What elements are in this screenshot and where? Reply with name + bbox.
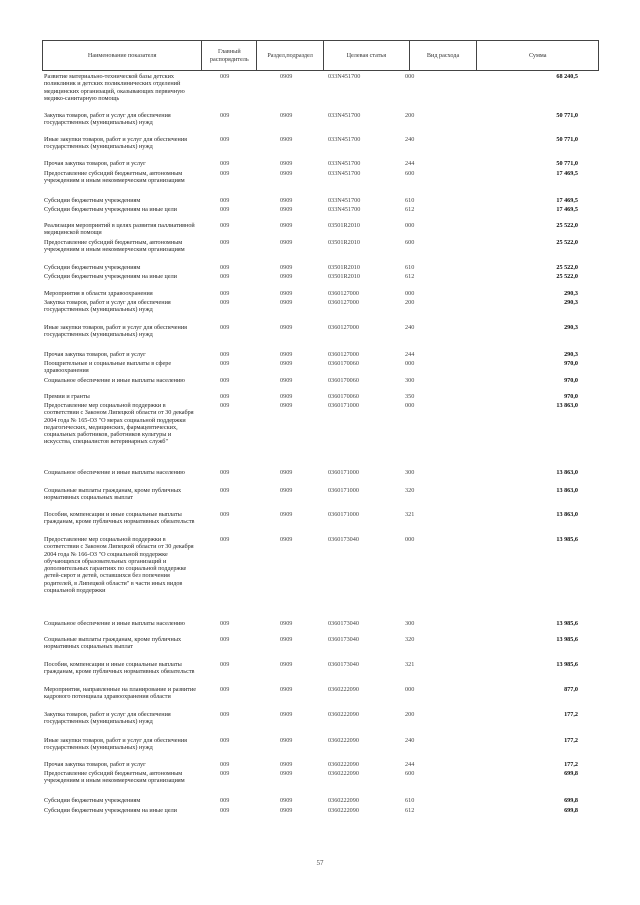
row-name: Предоставление субсидий бюджетным, автономным учреждениям и иным некоммерческим организациям xyxy=(44,170,185,185)
row-sum: 17 469,5 xyxy=(556,197,578,204)
row-grbs: 009 xyxy=(220,487,230,494)
row-target-article: 0360222090 xyxy=(328,686,359,693)
row-section: 0909 xyxy=(280,807,293,814)
row-sum: 13 985,6 xyxy=(556,620,578,627)
row-section: 0909 xyxy=(280,324,293,331)
row-section: 0909 xyxy=(280,377,293,384)
row-sum: 290,3 xyxy=(564,299,578,306)
row-name: Предоставление субсидий бюджетным, автономным учреждениям и иным некоммерческим организациям xyxy=(44,239,185,254)
row-section: 0909 xyxy=(280,197,293,204)
row-expense-type: 240 xyxy=(405,136,415,143)
row-expense-type: 320 xyxy=(405,487,415,494)
row-sum: 177,2 xyxy=(564,737,578,744)
row-grbs: 009 xyxy=(220,661,230,668)
row-sum: 699,8 xyxy=(564,807,578,814)
row-grbs: 009 xyxy=(220,160,230,167)
row-section: 0909 xyxy=(280,620,293,627)
row-target-article: 0360171000 xyxy=(328,511,359,518)
row-sum: 290,3 xyxy=(564,324,578,331)
row-target-article: 0360171000 xyxy=(328,469,359,476)
row-target-article: 0360127000 xyxy=(328,299,359,306)
row-section: 0909 xyxy=(280,290,293,297)
row-sum: 699,8 xyxy=(564,770,578,777)
row-sum: 68 240,5 xyxy=(556,73,578,80)
row-grbs: 009 xyxy=(220,206,230,213)
header-name: Наименование показателя xyxy=(43,41,202,70)
row-expense-type: 610 xyxy=(405,264,415,271)
row-expense-type: 000 xyxy=(405,73,415,80)
row-section: 0909 xyxy=(280,737,293,744)
row-grbs: 009 xyxy=(220,737,230,744)
row-expense-type: 350 xyxy=(405,393,415,400)
row-name: Субсидии бюджетным учреждениям xyxy=(44,264,141,271)
row-sum: 13 863,0 xyxy=(556,402,578,409)
row-grbs: 009 xyxy=(220,469,230,476)
row-expense-type: 000 xyxy=(405,686,415,693)
row-grbs: 009 xyxy=(220,360,230,367)
row-grbs: 009 xyxy=(220,393,230,400)
row-grbs: 009 xyxy=(220,324,230,331)
row-section: 0909 xyxy=(280,469,293,476)
row-grbs: 009 xyxy=(220,686,230,693)
row-section: 0909 xyxy=(280,170,293,177)
row-expense-type: 244 xyxy=(405,160,415,167)
row-section: 0909 xyxy=(280,299,293,306)
row-name: Закупка товаров, работ и услуг для обеспечения государственных (муниципальных) нужд xyxy=(44,112,171,127)
row-name: Мероприятия в области здравоохранения xyxy=(44,290,153,297)
row-name: Реализация мероприятий в целях развития паллиативной медицинской помощи xyxy=(44,222,195,237)
row-grbs: 009 xyxy=(220,536,230,543)
row-sum: 50 771,0 xyxy=(556,112,578,119)
row-expense-type: 000 xyxy=(405,402,415,409)
row-grbs: 009 xyxy=(220,239,230,246)
row-grbs: 009 xyxy=(220,170,230,177)
row-section: 0909 xyxy=(280,112,293,119)
row-expense-type: 240 xyxy=(405,324,415,331)
row-sum: 970,0 xyxy=(564,393,578,400)
row-expense-type: 200 xyxy=(405,711,415,718)
row-target-article: 0360173040 xyxy=(328,620,359,627)
row-target-article: 0360222090 xyxy=(328,770,359,777)
row-target-article: 033N451700 xyxy=(328,112,361,119)
row-grbs: 009 xyxy=(220,273,230,280)
row-target-article: 03501R2010 xyxy=(328,264,360,271)
row-sum: 25 522,0 xyxy=(556,222,578,229)
header-sum: Сумма xyxy=(528,51,547,59)
header-grbs: Главный распорядитель xyxy=(202,41,257,70)
row-target-article: 033N451700 xyxy=(328,197,361,204)
row-name: Пособия, компенсации и иные социальные выплаты гражданам, кроме публичных нормативных обязательств xyxy=(44,511,195,526)
row-section: 0909 xyxy=(280,351,293,358)
row-target-article: 0360127000 xyxy=(328,290,359,297)
row-section: 0909 xyxy=(280,136,293,143)
row-sum: 17 469,5 xyxy=(556,206,578,213)
row-section: 0909 xyxy=(280,636,293,643)
row-expense-type: 000 xyxy=(405,222,415,229)
row-sum: 25 522,0 xyxy=(556,239,578,246)
row-section: 0909 xyxy=(280,661,293,668)
row-expense-type: 200 xyxy=(405,112,415,119)
row-target-article: 033N451700 xyxy=(328,160,361,167)
row-sum: 290,3 xyxy=(564,351,578,358)
row-section: 0909 xyxy=(280,160,293,167)
row-name: Предоставление субсидий бюджетным, автономным учреждениям и иным некоммерческим организациям xyxy=(44,770,185,785)
row-expense-type: 200 xyxy=(405,299,415,306)
row-grbs: 009 xyxy=(220,402,230,409)
row-expense-type: 600 xyxy=(405,770,415,777)
header-target-article: Целевая статья xyxy=(324,41,410,70)
row-section: 0909 xyxy=(280,761,293,768)
row-name: Субсидии бюджетным учреждениям на иные цели xyxy=(44,807,177,814)
row-target-article: 0360170060 xyxy=(328,393,359,400)
row-expense-type: 610 xyxy=(405,197,415,204)
row-name: Субсидии бюджетным учреждениям на иные цели xyxy=(44,273,177,280)
row-sum: 17 469,5 xyxy=(556,170,578,177)
row-sum: 177,2 xyxy=(564,711,578,718)
row-expense-type: 600 xyxy=(405,239,415,246)
row-expense-type: 320 xyxy=(405,636,415,643)
row-name: Поощрительные и социальные выплаты в сфере здравоохранения xyxy=(44,360,172,375)
row-sum: 13 985,6 xyxy=(556,661,578,668)
row-target-article: 033N451700 xyxy=(328,170,361,177)
row-section: 0909 xyxy=(280,393,293,400)
row-grbs: 009 xyxy=(220,197,230,204)
row-name: Социальное обеспечение и иные выплаты населению xyxy=(44,469,185,476)
row-expense-type: 300 xyxy=(405,620,415,627)
row-grbs: 009 xyxy=(220,761,230,768)
row-sum: 25 522,0 xyxy=(556,264,578,271)
row-name: Предоставление мер социальной поддержки в соответствии с Законом Липецкой области от 30 декабря 2004 года № 165-ОЗ "О мерах социальной поддержки педагогических, медицинских, фармацевтических, социальных работников, работников культуры и искусства, специалистов ветеринарных служб" xyxy=(44,402,194,446)
row-name: Социальные выплаты гражданам, кроме публичных нормативных социальных выплат xyxy=(44,636,182,651)
row-target-article: 0360222090 xyxy=(328,797,359,804)
row-grbs: 009 xyxy=(220,636,230,643)
row-section: 0909 xyxy=(280,536,293,543)
row-target-article: 033N451700 xyxy=(328,136,361,143)
row-section: 0909 xyxy=(280,239,293,246)
row-target-article: 033N451700 xyxy=(328,73,361,80)
row-name: Субсидии бюджетным учреждениям xyxy=(44,797,141,804)
row-section: 0909 xyxy=(280,511,293,518)
row-grbs: 009 xyxy=(220,264,230,271)
row-name: Развитие материально-технической базы детских поликлиник и детских поликлинических отделений медицинских организаций, оказывающих первичную медико-санитарную помощь xyxy=(44,73,185,102)
row-name: Прочая закупка товаров, работ и услуг xyxy=(44,160,146,167)
table-header xyxy=(42,40,599,71)
row-expense-type: 300 xyxy=(405,377,415,384)
row-sum: 50 771,0 xyxy=(556,136,578,143)
row-target-article: 0360170060 xyxy=(328,377,359,384)
row-sum: 50 771,0 xyxy=(556,160,578,167)
row-section: 0909 xyxy=(280,264,293,271)
row-name: Иные закупки товаров, работ и услуг для обеспечения государственных (муниципальных) нужд xyxy=(44,324,187,339)
row-grbs: 009 xyxy=(220,112,230,119)
row-target-article: 03501R2010 xyxy=(328,239,360,246)
row-sum: 699,8 xyxy=(564,797,578,804)
row-expense-type: 300 xyxy=(405,469,415,476)
row-expense-type: 321 xyxy=(405,511,415,518)
row-grbs: 009 xyxy=(220,620,230,627)
row-target-article: 0360222090 xyxy=(328,711,359,718)
row-target-article: 0360171000 xyxy=(328,487,359,494)
row-section: 0909 xyxy=(280,797,293,804)
row-name: Пособия, компенсации и иные социальные выплаты гражданам, кроме публичных нормативных обязательств xyxy=(44,661,195,676)
row-expense-type: 600 xyxy=(405,170,415,177)
row-name: Иные закупки товаров, работ и услуг для обеспечения государственных (муниципальных) нужд xyxy=(44,136,187,151)
row-expense-type: 000 xyxy=(405,536,415,543)
row-target-article: 033N451700 xyxy=(328,206,361,213)
row-name: Иные закупки товаров, работ и услуг для обеспечения государственных (муниципальных) нужд xyxy=(44,737,187,752)
row-target-article: 0360173040 xyxy=(328,636,359,643)
row-grbs: 009 xyxy=(220,511,230,518)
row-target-article: 0360127000 xyxy=(328,351,359,358)
row-target-article: 0360170060 xyxy=(328,360,359,367)
row-grbs: 009 xyxy=(220,807,230,814)
row-expense-type: 244 xyxy=(405,761,415,768)
page-number: 57 xyxy=(316,859,324,867)
row-section: 0909 xyxy=(280,273,293,280)
row-grbs: 009 xyxy=(220,711,230,718)
row-expense-type: 612 xyxy=(405,807,415,814)
row-section: 0909 xyxy=(280,402,293,409)
row-grbs: 009 xyxy=(220,136,230,143)
row-grbs: 009 xyxy=(220,290,230,297)
row-expense-type: 240 xyxy=(405,737,415,744)
row-sum: 13 863,0 xyxy=(556,487,578,494)
row-name: Прочая закупка товаров, работ и услуг xyxy=(44,351,146,358)
row-section: 0909 xyxy=(280,711,293,718)
row-grbs: 009 xyxy=(220,73,230,80)
row-expense-type: 610 xyxy=(405,797,415,804)
row-grbs: 009 xyxy=(220,222,230,229)
row-name: Закупка товаров, работ и услуг для обеспечения государственных (муниципальных) нужд xyxy=(44,711,171,726)
row-section: 0909 xyxy=(280,222,293,229)
row-sum: 13 985,6 xyxy=(556,636,578,643)
row-grbs: 009 xyxy=(220,351,230,358)
row-name: Закупка товаров, работ и услуг для обеспечения государственных (муниципальных) нужд xyxy=(44,299,171,314)
row-grbs: 009 xyxy=(220,299,230,306)
row-expense-type: 612 xyxy=(405,273,415,280)
header-section: Раздел,подраздел xyxy=(257,41,324,70)
row-target-article: 0360222090 xyxy=(328,737,359,744)
row-name: Социальные выплаты гражданам, кроме публичных нормативных социальных выплат xyxy=(44,487,182,502)
row-name: Предоставление мер социальной поддержки в соответствии с Законом Липецкой области от 30 декабря 2004 года № 166-ОЗ "О социальной поддержке обучающихся образовательных организаций и дополнительных гарантиях по социальной поддержке детей-сирот и детей, оставшихся без попечения родителей, в Липецкой области" в части иных видов социальной поддержки xyxy=(44,536,194,595)
row-target-article: 03501R2010 xyxy=(328,273,360,280)
row-sum: 13 985,6 xyxy=(556,536,578,543)
row-section: 0909 xyxy=(280,206,293,213)
row-name: Субсидии бюджетным учреждениям xyxy=(44,197,141,204)
row-section: 0909 xyxy=(280,73,293,80)
row-section: 0909 xyxy=(280,770,293,777)
row-sum: 25 522,0 xyxy=(556,273,578,280)
row-grbs: 009 xyxy=(220,377,230,384)
row-grbs: 009 xyxy=(220,797,230,804)
row-expense-type: 321 xyxy=(405,661,415,668)
row-name: Социальное обеспечение и иные выплаты населению xyxy=(44,377,185,384)
row-sum: 877,0 xyxy=(564,686,578,693)
row-expense-type: 000 xyxy=(405,360,415,367)
row-expense-type: 244 xyxy=(405,351,415,358)
row-sum: 290,3 xyxy=(564,290,578,297)
row-target-article: 0360173040 xyxy=(328,661,359,668)
row-section: 0909 xyxy=(280,686,293,693)
row-name: Мероприятия, направленные на планирование и развитие кадрового потенциала здравоохранения области xyxy=(44,686,196,701)
row-target-article: 0360222090 xyxy=(328,807,359,814)
row-expense-type: 612 xyxy=(405,206,415,213)
row-target-article: 0360222090 xyxy=(328,761,359,768)
row-section: 0909 xyxy=(280,360,293,367)
row-sum: 13 863,0 xyxy=(556,469,578,476)
row-name: Премии и гранты xyxy=(44,393,90,400)
row-expense-type: 000 xyxy=(405,290,415,297)
row-target-article: 0360171000 xyxy=(328,402,359,409)
row-section: 0909 xyxy=(280,487,293,494)
row-name: Прочая закупка товаров, работ и услуг xyxy=(44,761,146,768)
row-target-article: 0360173040 xyxy=(328,536,359,543)
row-target-article: 03501R2010 xyxy=(328,222,360,229)
row-grbs: 009 xyxy=(220,770,230,777)
row-name: Субсидии бюджетным учреждениям на иные цели xyxy=(44,206,177,213)
row-name: Социальное обеспечение и иные выплаты населению xyxy=(44,620,185,627)
row-target-article: 0360127000 xyxy=(328,324,359,331)
row-sum: 970,0 xyxy=(564,360,578,367)
header-expense-type: Вид расхода xyxy=(410,41,478,70)
row-sum: 13 863,0 xyxy=(556,511,578,518)
row-sum: 970,0 xyxy=(564,377,578,384)
row-sum: 177,2 xyxy=(564,761,578,768)
